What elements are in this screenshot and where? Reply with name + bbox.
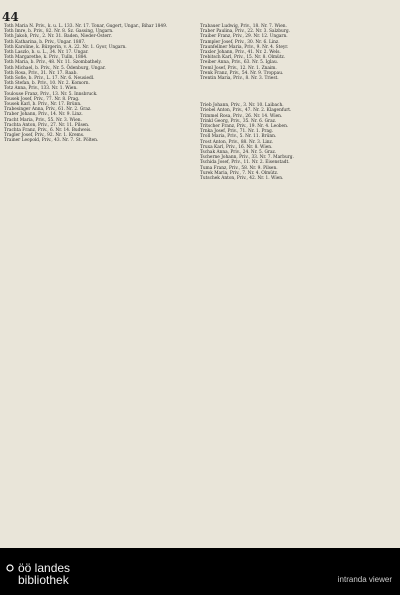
directory-entry: Tracht Maria, Priv., 55. Nr. 3. Wien.	[4, 117, 82, 123]
directory-entry: Trenk Franz, Priv., 54. Nr. 9. Troppau.	[200, 70, 284, 76]
directory-entry: Tscherne Johann, Priv., 33. Nr. 7. Marburg.	[200, 155, 294, 161]
right-column	[200, 24, 386, 181]
directory-entry: Toth Stefan, b. Priv., 10. Nr. 2. Komorn.	[4, 81, 90, 87]
directory-entry: Trieb Johann, Priv., 3. Nr. 10. Laibach.	[200, 103, 284, 109]
directory-entry: Toth Margarethe, k. Priv., Tulln, 1884.	[4, 55, 88, 61]
logo-text-line2: bibliothek	[18, 573, 69, 587]
directory-entry: Trachta Franz, Priv., 6. Nr. 14. Budweis.	[4, 128, 92, 134]
directory-entry: Trainer Leopold, Priv., 43. Nr. 7. St. Pölten.	[4, 138, 99, 144]
directory-entry: Toth Jakob, Priv., 2. Nr. 31. Baden, Nieder-Österr.	[4, 34, 112, 40]
directory-entry: Triebel Anton, Priv., 47. Nr. 2. Klagenfurt.	[200, 108, 292, 114]
directory-entry: Turek Maria, Priv., 7. Nr. 4. Olmütz.	[200, 170, 279, 176]
directory-entry: Tousek Karl, b. Priv., Nr. 17. Brünn.	[4, 102, 82, 108]
directory-entry: Tritscher Franz, Priv., 19. Nr. 4. Leoben.	[200, 124, 289, 130]
directory-entry: Trachta Anton, Priv., 27. Nr. 11. Pilsen.	[4, 122, 90, 128]
page-number: 44	[2, 10, 19, 24]
directory-entry: Toth Maria N. Priv., k. u. L. 133. Nr. 17. Tonar, Gugert, Ungar., Bihar 1849.	[4, 24, 168, 29]
directory-entry: Toulouse Franz, Priv., 13. Nr. 5. Innsbruck.	[4, 91, 98, 97]
directory-entry: Toth Sofie, b. Priv., L. 17. Nr. 6. Neusiedl.	[4, 76, 95, 82]
directory-entry: Tutschek Anton, Priv., 42. Nr. 1. Wien.	[200, 176, 284, 182]
directory-entry: Trost Anton, Priv., 88. Nr. 3. Linz.	[200, 139, 274, 145]
directory-entry: Tragler Josef, Priv., 92. Nr. 1. Krems.	[4, 133, 85, 139]
viewer-label: intranda viewer	[337, 575, 392, 584]
directory-entry: Trabesinger Anna, Priv., 61. Nr. 2. Graz.	[4, 107, 92, 113]
directory-entry: Trnka Josef, Priv., 71. Nr. 1. Prag.	[200, 129, 274, 135]
directory-entry: Traxler Johann, Priv., 41. Nr. 2. Wels.	[200, 50, 281, 56]
directory-entry: Troll Maria, Priv., 5. Nr. 11. Brünn.	[200, 134, 277, 140]
directory-entry: Tschak Anna, Priv., 24. Nr. 5. Graz.	[200, 150, 277, 156]
directory-entry: Tousek Josef, Priv., 77. Nr. 8. Prag.	[4, 96, 80, 102]
directory-entry: Traber Paulina, Priv., 22. Nr. 3. Salzburg.	[200, 29, 290, 35]
directory-entry: Trimmel Rosa, Priv., 26. Nr. 14. Wien.	[200, 113, 283, 119]
logo-mark-icon	[6, 564, 14, 572]
logo-text-line1: öö landes	[18, 561, 71, 575]
directory-entry: Traunfellner Maria, Priv., 9. Nr. 4. Steyr.	[200, 44, 289, 50]
directory-entry: Toth Rosa, Priv., 31. Nr. 17. Raab.	[4, 70, 78, 76]
directory-entry: Truxa Karl, Priv., 16. Nr. 8. Wien.	[200, 144, 273, 150]
directory-entry: Treml Josef, Priv., 12. Nr. 1. Znaim.	[200, 65, 277, 71]
directory-entry: Toth Imre, b. Priv., 82. Nr. 8. Sz. Gassing, Ungarn.	[4, 29, 114, 35]
directory-entry: Toth Michael, b. Priv., Nr. 5. Ödenburg, Ungar.	[4, 65, 106, 71]
directory-entry: Trebitsch Karl, Priv., 15. Nr. 8. Olmütz.	[200, 55, 286, 61]
directory-entry: Toth Katharina, b. Priv., Ungar. 1887.	[4, 39, 86, 45]
directory-entry: Trabauer Ludwig, Priv., 18. Nr. 7. Wien.	[200, 24, 287, 29]
directory-entry: Tuma Franz, Priv., 58. Nr. 9. Pilsen.	[200, 165, 278, 171]
column-gap	[200, 81, 386, 103]
directory-entry: Trampler Josef, Priv., 30. Nr. 6. Linz.	[200, 39, 280, 45]
directory-entry: Treiber Anna, Priv., 63. Nr. 5. Iglau.	[200, 60, 279, 66]
directory-entry: Totz Anna, Priv., 133. Nr. 1. Wien.	[4, 86, 78, 92]
directory-entry: Toth Maria, b. Priv., 48. Nr. 11. Szombathely.	[4, 60, 102, 66]
directory-entry: Trinkl Georg, Priv., 35. Nr. 6. Graz.	[200, 118, 277, 124]
left-column	[4, 24, 190, 144]
directory-entry: Tschida Josef, Priv., 11. Nr. 2. Eisenstadt.	[200, 160, 290, 166]
directory-entry: Traiber Franz, Priv., 29. Nr. 12. Ungarn.	[200, 34, 288, 40]
directory-entry: Trentin Maria, Priv., 8. Nr. 3. Triest.	[200, 76, 279, 82]
directory-entry: Toth Laszlo, b. u. L., 34. Nr. 17. Ungar.	[4, 50, 89, 56]
directory-entry: Toth Karoline, k. Bürgerin, v. A. 22. Nr. 1. Gyor, Ungarn.	[4, 44, 127, 50]
directory-entry: Traber Johann, Priv., 14. Nr. 9. Linz.	[4, 112, 83, 118]
